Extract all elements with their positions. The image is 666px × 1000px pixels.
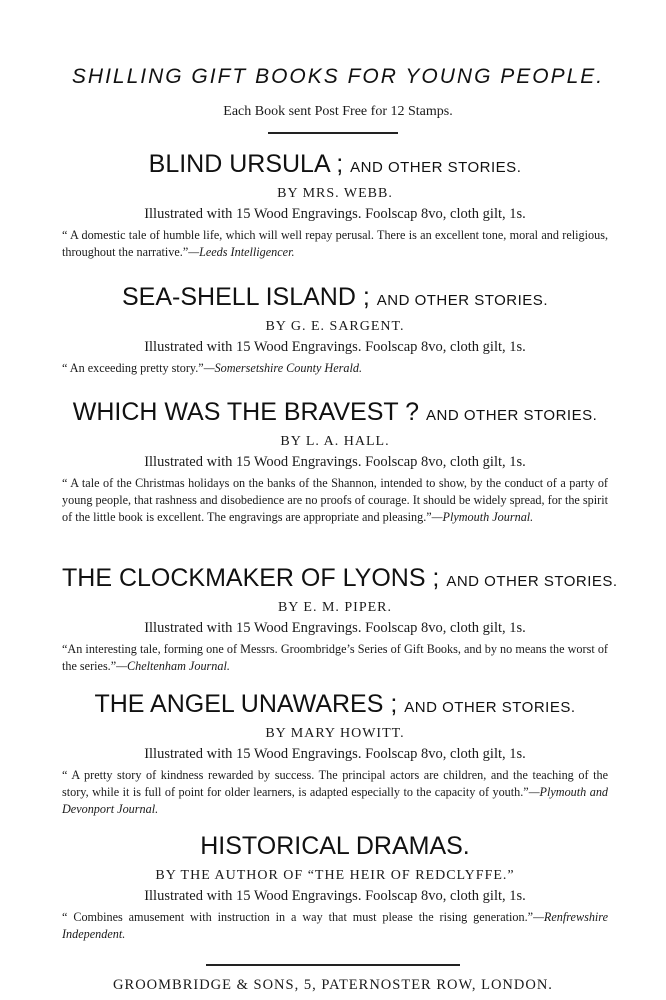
book-author: BY E. M. PIPER. [277, 600, 393, 615]
book-entry-historical-dramas [62, 830, 608, 943]
review-source: —Leeds Intelligencer. [188, 245, 295, 259]
book-details: Illustrated with 15 Wood Engravings. Foolscap 8vo, cloth gilt, 1s. [144, 746, 526, 762]
book-review: “ An exceeding pretty story.”—Somersetshire County Herald. [62, 361, 362, 375]
footer-rule [206, 964, 460, 966]
book-author: BY L. A. HALL. [280, 434, 390, 449]
page-title: SHILLING GIFT BOOKS FOR YOUNG PEOPLE. [71, 65, 605, 88]
book-entry-clockmaker-of-lyons [62, 562, 618, 675]
book-review: “ A tale of the Christmas holidays on the banks of the Shannon, intended to show, by the conduct of a party of young people, that rashness and disobedience are no proofs of courage. It should be widely spread, for the spirit of the little book is excellent. The engravings are appropriate and pleasing.”—Plymouth Journal. [62, 476, 608, 524]
book-review: “ A domestic tale of humble life, which will well repay perusal. There is an excellent tone, moral and religious, throughout the narrative.”—Leeds Intelligencer. [62, 228, 608, 259]
book-details: Illustrated with 15 Wood Engravings. Foolscap 8vo, cloth gilt, 1s. [144, 620, 526, 636]
book-title: THE ANGEL UNAWARES ; AND OTHER STORIES. [94, 690, 576, 718]
book-review: “ A pretty story of kindness rewarded by success. The principal actors are children, and the teaching of the story, while it is full of point for older learners, is adapted especially to the capacity of youth.”—Plymouth and Devonport Journal. [62, 768, 609, 816]
book-title: BLIND URSULA ; AND OTHER STORIES. [148, 150, 522, 178]
book-entry-which-was-the-bravest [62, 396, 608, 526]
book-title: SEA-SHELL ISLAND ; AND OTHER STORIES. [122, 283, 548, 311]
review-source: —Plymouth Journal. [431, 510, 534, 524]
review-source: —Somersetshire County Herald. [203, 361, 362, 375]
book-details: Illustrated with 15 Wood Engravings. Foolscap 8vo, cloth gilt, 1s. [144, 206, 526, 222]
book-title: WHICH WAS THE BRAVEST ? AND OTHER STORIES. [72, 398, 598, 426]
book-details: Illustrated with 15 Wood Engravings. Foolscap 8vo, cloth gilt, 1s. [144, 454, 526, 470]
header-rule [268, 132, 398, 134]
book-entry-blind-ursula [62, 148, 608, 261]
review-source: —Renfrewshire Independent. [62, 910, 608, 941]
book-details: Illustrated with 15 Wood Engravings. Foolscap 8vo, cloth gilt, 1s. [144, 888, 526, 904]
book-details: Illustrated with 15 Wood Engravings. Foolscap 8vo, cloth gilt, 1s. [144, 339, 526, 355]
book-review: “An interesting tale, forming one of Messrs. Groombridge’s Series of Gift Books, and by no means the worst of the series.”—Cheltenham Journal. [62, 642, 608, 673]
book-author: BY MRS. WEBB. [277, 186, 393, 201]
book-title: THE CLOCKMAKER OF LYONS ; AND OTHER STORIES. [62, 564, 618, 592]
book-review: “ Combines amusement with instruction in a way that must please the rising generation.”—Renfrewshire Independent. [62, 910, 608, 941]
review-source: —Plymouth and Devonport Journal. [62, 785, 609, 816]
book-entry-sea-shell-island [62, 281, 608, 377]
page-subtitle: Each Book sent Post Free for 12 Stamps. [223, 104, 453, 119]
book-author: BY THE AUTHOR OF “THE HEIR OF REDCLYFFE.” [155, 868, 515, 883]
review-source: —Cheltenham Journal. [116, 659, 230, 673]
book-author: BY G. E. SARGENT. [265, 319, 405, 334]
book-author: BY MARY HOWITT. [265, 726, 405, 741]
publisher-imprint: GROOMBRIDGE & SONS, 5, PATERNOSTER ROW, LONDON. [113, 977, 553, 993]
book-title: HISTORICAL DRAMAS. [200, 832, 470, 860]
book-entry-angel-unawares [62, 688, 608, 818]
